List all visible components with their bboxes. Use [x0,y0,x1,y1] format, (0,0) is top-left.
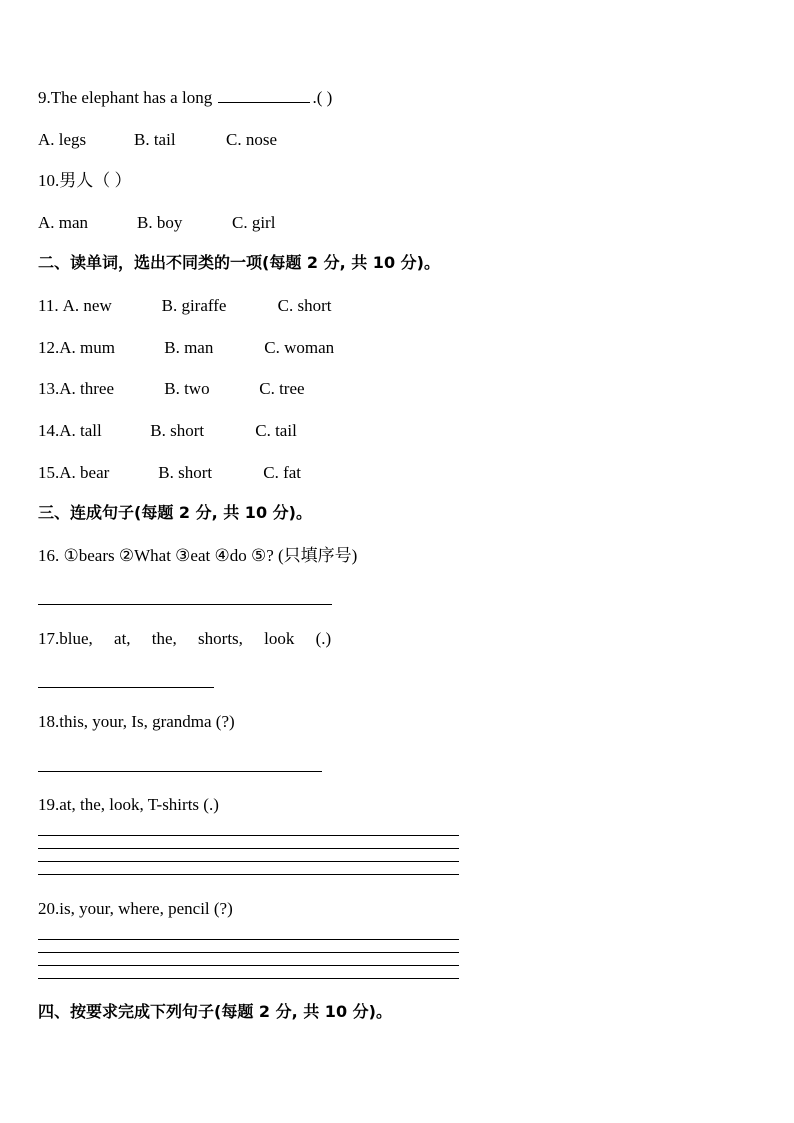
question-15 [38,463,301,483]
answer-line[interactable] [38,687,214,688]
option-c[interactable]: C. short [277,296,332,315]
writing-line[interactable] [38,978,459,979]
question-17: 17.blue, at, the, shorts, look (.) [38,629,332,648]
question-number: 12. [38,338,60,357]
question-9-options [38,130,277,150]
question-12 [38,338,334,358]
section-2-heading: 二、读单词，选出不同类的一项(每题 2 分, 共 10 分)。 [38,253,440,272]
section-3-heading: 三、连成句子(每题 2 分, 共 10 分)。 [38,503,312,522]
option-b[interactable]: B. giraffe [161,296,227,315]
option-b[interactable]: B. boy [137,213,183,232]
option-c[interactable]: C. tree [259,379,305,398]
question-20: 20.is, your, where, pencil (?) [38,899,233,918]
option-a[interactable]: A. new [62,296,112,315]
question-14 [38,421,297,441]
question-19: 19.at, the, look, T-shirts (.) [38,795,219,814]
question-11 [38,296,331,316]
question-10-options [38,213,275,233]
option-b[interactable]: B. short [158,463,213,482]
question-number: 13. [38,379,60,398]
question-number: 11. [38,296,59,315]
option-b[interactable]: B. tail [134,130,176,149]
option-c[interactable]: C. nose [226,130,277,149]
question-number: 14. [38,421,60,440]
writing-line[interactable] [38,861,459,862]
question-number: 15. [38,463,60,482]
writing-line[interactable] [38,874,459,875]
option-a[interactable]: A. bear [59,463,110,482]
writing-line[interactable] [38,952,459,953]
option-a[interactable]: A. man [38,213,89,232]
option-c[interactable]: C. woman [264,338,335,357]
writing-line[interactable] [38,848,459,849]
answer-line[interactable] [38,604,332,605]
question-10: 10.男人（ ） [38,171,132,190]
option-a[interactable]: A. tall [59,421,102,440]
answer-blank[interactable] [218,88,310,103]
question-9-text: 9.The elephant has a long [38,88,213,107]
writing-line[interactable] [38,835,459,836]
option-a[interactable]: A. mum [59,338,115,357]
option-b[interactable]: B. man [164,338,214,357]
option-c[interactable]: C. tail [255,421,297,440]
question-9 [38,88,332,108]
option-b[interactable]: B. two [164,379,210,398]
section-4-heading: 四、按要求完成下列句子(每题 2 分, 共 10 分)。 [38,1002,392,1021]
option-a[interactable]: A. legs [38,130,87,149]
answer-line[interactable] [38,771,322,772]
writing-line[interactable] [38,965,459,966]
question-18: 18.this, your, Is, grandma (?) [38,712,235,731]
question-13 [38,379,305,399]
question-16: 16. ①bears ②What ③eat ④do ⑤? (只填序号) [38,546,358,565]
writing-line[interactable] [38,939,459,940]
option-c[interactable]: C. fat [263,463,302,482]
option-b[interactable]: B. short [150,421,205,440]
option-c[interactable]: C. girl [232,213,276,232]
answer-paren: .( ) [312,88,333,107]
option-a[interactable]: A. three [59,379,115,398]
